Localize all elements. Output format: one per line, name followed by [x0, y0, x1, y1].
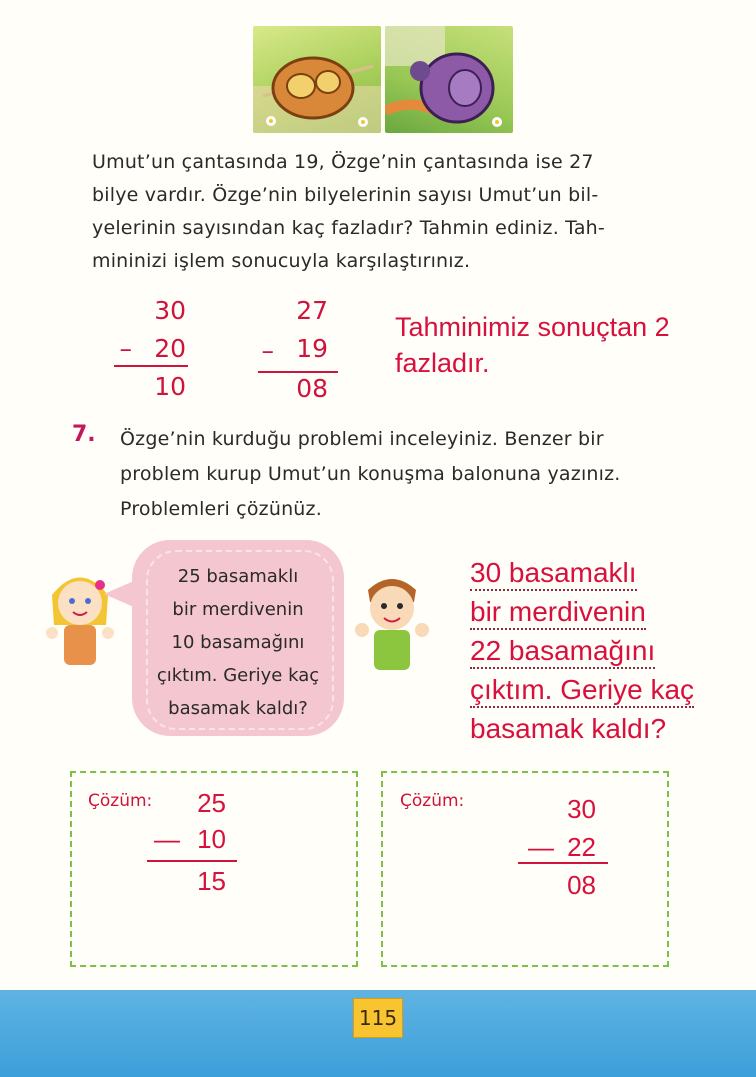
bubble-line-3: 10 basamağını [171, 632, 305, 653]
estimate-bottom: 20 [154, 334, 186, 363]
question-line-1: Özge’nin kurduğu problemi inceleyiniz. Benzer bir [120, 428, 604, 450]
actual-rule [258, 371, 338, 373]
question-line-2: problem kurup Umut’un konuşma balonuna yazınız. [120, 463, 621, 485]
answer-line-5: basamak kaldı? [470, 713, 667, 744]
boy-character-illustration [350, 568, 434, 678]
left-rule [147, 860, 237, 862]
actual-bottom: 19 [296, 334, 328, 363]
left-top: 25 [197, 788, 226, 818]
problem-paragraph [92, 146, 667, 278]
picnic-bag-illustration [253, 26, 381, 133]
bubble-line-1: 25 basamaklı [177, 566, 299, 587]
answer-line-2: bir merdivenin [470, 595, 646, 630]
problem-line-1: Umut’un çantasında 19, Özge’nin çantasında ise 27 [92, 151, 594, 173]
bubble-line-5: basamak kaldı? [168, 698, 308, 719]
umut-answer-text [470, 553, 730, 748]
bubble-line-2: bir merdivenin [172, 599, 304, 620]
left-result: 15 [197, 866, 226, 896]
bubble-line-4: çıktım. Geriye kaç [156, 665, 320, 686]
speech-bubble-tail [104, 580, 136, 608]
estimate-top: 30 [154, 296, 186, 325]
estimate-rule [114, 365, 188, 367]
left-bottom: 10 [197, 824, 226, 854]
solution-label-left: Çözüm: [88, 791, 153, 811]
problem-line-4: mininizi işlem sonucuyla karşılaştırınız. [92, 250, 471, 272]
estimate-result: 10 [154, 372, 186, 401]
handwritten-conclusion [395, 309, 670, 381]
conclusion-line-2: fazladır. [395, 348, 490, 378]
answer-line-1: 30 basamaklı [470, 556, 637, 591]
left-sign: — [154, 824, 180, 854]
problem-line-3: yelerinin sayısından kaç fazladır? Tahmin ediniz. Tah- [92, 217, 605, 239]
right-result: 08 [567, 870, 596, 900]
estimate-sign: – [119, 334, 132, 363]
ozge-bubble-text [138, 560, 338, 725]
actual-top: 27 [296, 296, 328, 325]
right-sign: — [528, 832, 554, 862]
solution-label-right: Çözüm: [400, 791, 465, 811]
conclusion-line-1: Tahminimiz sonuçtan 2 [395, 312, 670, 342]
actual-result: 08 [296, 374, 328, 403]
actual-sign: – [261, 336, 274, 365]
right-bottom: 22 [567, 832, 596, 862]
answer-line-4: çıktım. Geriye kaç [470, 673, 694, 708]
right-rule [518, 862, 608, 864]
question-number: 7. [72, 422, 96, 447]
right-top: 30 [567, 794, 596, 824]
question-line-3: Problemleri çözünüz. [120, 498, 322, 520]
answer-line-3: 22 basamağını [470, 634, 655, 669]
page-number: 115 [353, 998, 403, 1038]
question-7-text [120, 422, 668, 527]
problem-line-2: bilye vardır. Özge’nin bilyelerinin sayısı Umut’un bil- [92, 184, 599, 206]
purple-bag-illustration [385, 26, 513, 133]
